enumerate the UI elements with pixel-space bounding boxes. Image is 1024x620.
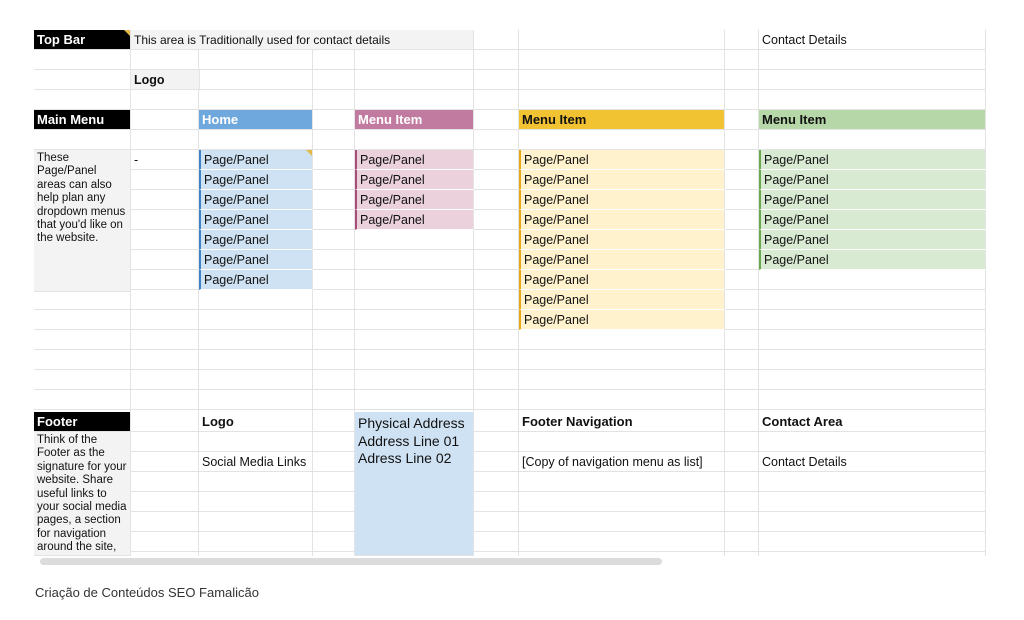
spreadsheet-grid[interactable] <box>34 30 986 556</box>
page-panel-cell[interactable]: Page/Panel <box>759 250 986 270</box>
page-panel-cell[interactable]: Page/Panel <box>519 290 725 310</box>
page-panel-cell[interactable]: Page/Panel <box>759 170 986 190</box>
menu-header-item-3[interactable]: Menu Item <box>759 110 986 130</box>
footer-social-links[interactable]: Social Media Links <box>199 452 355 472</box>
page-panel-cell[interactable]: Page/Panel <box>519 190 725 210</box>
horizontal-scrollbar[interactable] <box>40 558 662 565</box>
footer-description[interactable]: Think of the Footer as the signature for your website. Share useful links to your social media pages, a section for navigation around the site, <box>34 432 131 556</box>
page-panel-cell[interactable]: Page/Panel <box>519 150 725 170</box>
menu-header-item-2[interactable]: Menu Item <box>519 110 725 130</box>
address-line-physical: Physical Address <box>358 415 465 431</box>
page-panel-cell[interactable]: Page/Panel <box>759 210 986 230</box>
page-panel-cell[interactable]: Page/Panel <box>199 190 313 210</box>
page-panel-cell[interactable]: Page/Panel <box>355 210 474 230</box>
page-panel-cell[interactable]: Page/Panel <box>519 230 725 250</box>
page-panel-cell[interactable]: Page/Panel <box>519 270 725 290</box>
image-caption: Criação de Conteúdos SEO Famalicão <box>35 585 260 600</box>
footer-label[interactable]: Footer <box>34 412 131 432</box>
address-line-01: Address Line 01 <box>358 432 460 449</box>
comment-marker-icon <box>306 150 312 156</box>
address-line-02: Adress Line 02 <box>358 450 452 466</box>
main-menu-description[interactable]: These Page/Panel areas can also help plan any dropdown menus that you'd like on the website. <box>34 150 131 292</box>
menu-header-item-1[interactable]: Menu Item <box>355 110 474 130</box>
page-panel-cell[interactable]: Page/Panel <box>519 310 725 330</box>
page-panel-cell[interactable]: Page/Panel <box>199 150 313 170</box>
page-panel-cell[interactable]: Page/Panel <box>355 190 474 210</box>
top-bar-note[interactable]: This area is Traditionally used for contact details <box>131 30 474 50</box>
page-panel-cell[interactable]: Page/Panel <box>759 190 986 210</box>
footer-logo[interactable]: Logo <box>199 412 313 432</box>
footer-contact-title[interactable]: Contact Area <box>759 412 986 432</box>
top-bar-contact[interactable]: Contact Details <box>759 30 986 50</box>
grid-lines <box>34 30 986 556</box>
page-panel-cell[interactable]: Page/Panel <box>199 170 313 190</box>
dash-cell[interactable]: - <box>131 150 199 170</box>
page-panel-cell[interactable]: Page/Panel <box>759 150 986 170</box>
page-panel-cell[interactable]: Page/Panel <box>519 250 725 270</box>
page-panel-cell[interactable]: Page/Panel <box>199 270 313 290</box>
page-panel-cell[interactable]: Page/Panel <box>519 170 725 190</box>
footer-address-block[interactable] <box>355 412 474 556</box>
page-panel-cell[interactable]: Page/Panel <box>519 210 725 230</box>
page-panel-cell[interactable]: Page/Panel <box>355 170 474 190</box>
top-bar-label[interactable]: Top Bar <box>34 30 131 50</box>
page-panel-cell[interactable]: Page/Panel <box>199 210 313 230</box>
page-panel-cell[interactable]: Page/Panel <box>759 230 986 250</box>
main-menu-label[interactable]: Main Menu <box>34 110 131 130</box>
page-panel-cell[interactable]: Page/Panel <box>199 250 313 270</box>
menu-header-home[interactable]: Home <box>199 110 313 130</box>
footer-navigation-copy[interactable]: [Copy of navigation menu as list] <box>519 452 759 472</box>
page-panel-cell[interactable]: Page/Panel <box>355 150 474 170</box>
page-panel-cell[interactable]: Page/Panel <box>199 230 313 250</box>
footer-contact-details[interactable]: Contact Details <box>759 452 986 472</box>
footer-navigation-title[interactable]: Footer Navigation <box>519 412 725 432</box>
header-logo-cell[interactable]: Logo <box>131 70 200 90</box>
